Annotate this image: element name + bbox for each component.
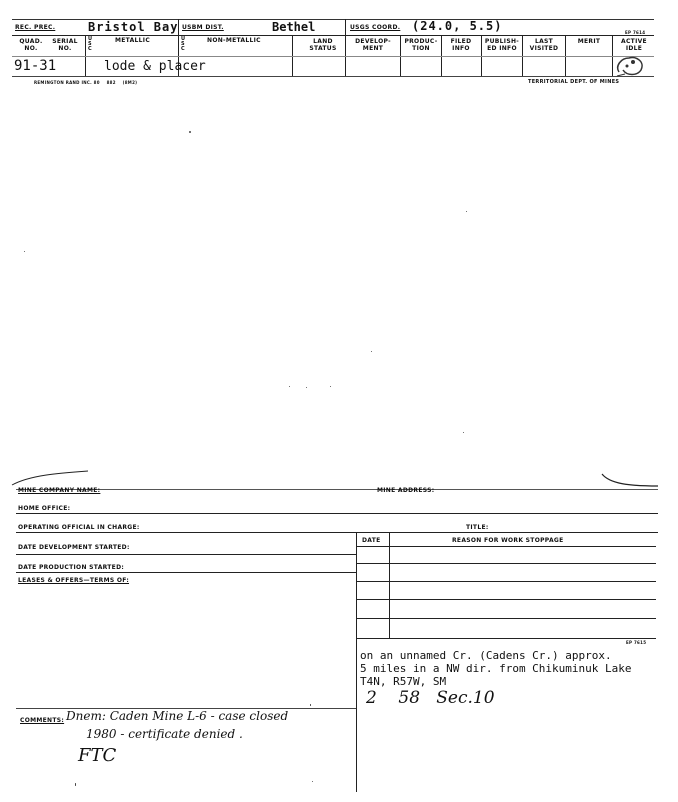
usgs-coord-value: (24.0, 5.5) — [412, 19, 503, 33]
development-label: DEVELOP- MENT — [355, 38, 391, 52]
metallic-usc: U S C — [88, 36, 93, 52]
filed-info-label: FILED INFO — [450, 38, 472, 52]
date-header: DATE — [362, 537, 381, 544]
rec-prec-value: Bristol Bay — [88, 20, 179, 34]
published-info-label: PUBLISH- ED INFO — [484, 38, 520, 52]
comments-line-1: Dnem: Caden Mine L-6 - case closed — [66, 709, 289, 723]
location-line-1: on an unnamed Cr. (Cadens Cr.) approx. — [360, 649, 612, 662]
location-handwritten: 2 58 Sec.10 — [366, 688, 495, 708]
metallic-value: lode & placer — [104, 59, 206, 74]
prod-started-label: DATE PRODUCTION STARTED: — [18, 564, 125, 571]
location-line-3: T4N, R57W, SM — [360, 675, 447, 688]
title-label: TITLE: — [466, 524, 489, 531]
rec-prec-label: REC. PREC. — [15, 24, 56, 31]
printer-line: REMINGTON RAND INC. 80 882 (8M2) — [34, 80, 138, 85]
reason-header: REASON FOR WORK STOPPAGE — [452, 537, 564, 544]
active-idle-label: ACTIVE IDLE — [621, 38, 647, 52]
usgs-coord-label: USGS COORD. — [350, 24, 401, 31]
mine-address-label: MINE ADDRESS: — [377, 487, 435, 494]
comments-label: COMMENTS: — [20, 717, 65, 724]
nonmetallic-usc: U S C — [181, 36, 186, 52]
dev-started-label: DATE DEVELOPMENT STARTED: — [18, 544, 130, 551]
leases-label: LEASES & OFFERS—TERMS OF: — [18, 577, 130, 584]
location-line-2: 5 miles in a NW dir. from Chikuminuk Lake — [360, 662, 632, 675]
home-office-label: HOME OFFICE: — [18, 505, 71, 512]
comments-line-2: 1980 - certificate denied . — [86, 727, 243, 741]
ink-smudge-icon — [613, 50, 649, 78]
comments-initials: FTC — [78, 745, 117, 766]
production-label: PRODUC- TION — [404, 38, 438, 52]
form-number-bottom: EP 7615 — [626, 640, 647, 645]
usbm-dist-value: Bethel — [272, 20, 316, 34]
nonmetallic-label: NON-METALLIC — [207, 37, 261, 44]
serial-no-label: SERIAL NO. — [52, 38, 78, 52]
last-visited-label: LAST VISITED — [529, 38, 559, 52]
form-number-top: EP 7614 — [625, 30, 646, 35]
operating-official-label: OPERATING OFFICIAL IN CHARGE: — [18, 524, 140, 531]
quad-no-label: QUAD. NO. — [19, 38, 43, 52]
dept-line: TERRITORIAL DEPT. OF MINES — [528, 79, 620, 85]
mine-company-label: MINE COMPANY NAME: — [18, 487, 101, 494]
metallic-label: METALLIC — [115, 37, 151, 44]
usbm-dist-label: USBM DIST. — [182, 24, 224, 31]
quad-value: 91-31 — [14, 58, 57, 74]
land-status-label: LAND STATUS — [309, 38, 337, 52]
merit-label: MERIT — [577, 38, 601, 45]
